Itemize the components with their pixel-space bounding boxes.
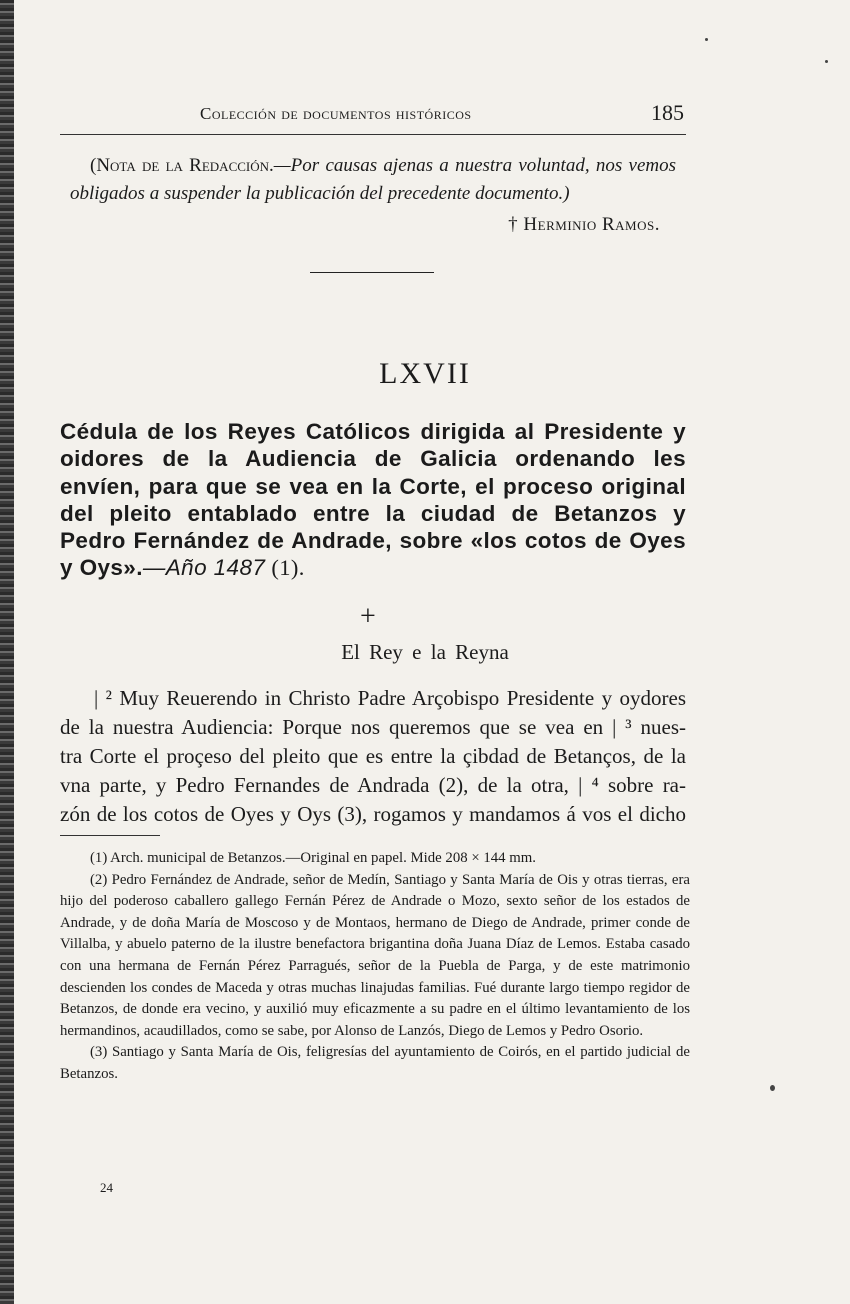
- footnote-2: (2) Pedro Fernández de Andrade, señor de Medín, Santiago y Santa María de Ois y otras tierras, era hijo del poderoso caballero gallego Fernán Pérez de Andrade o Mozo, sexto señor de los estados de Andrade, y de doña María de Moscoso y de Montaos, hermano de Diego de Andrade, primer conde de Villalba, y abuelo paterno de la ilustre benefactora brigantina doña Juana Díaz de Lemos. Estaba casado con una hermana de Fernán Pérez Parragués, señor de la Puebla de Parga, y de este matrimonio descienden los condes de Maceda y otras muchas linajudas familias. Fué durante largo tiempo regidor de Betanzos, de donde era vecino, y auxilió muy eficazmente a su padre en el último levantamiento de los hermandinos, acaudillados, como se sabe, por Alonso de Lanzós, Diego de Lemos y Pedro Osorio.: [60, 871, 690, 1039]
- page-number: 185: [651, 100, 684, 125]
- document-title-text: Cédula de los Reyes Católicos dirigida al Presidente y oidores de la Audiencia de Galicia ordenando les envíen, para que se vea en la Corte, el proceso original del pleito entablado entre la ciudad de Betanzos y Pedro Fernández de Andrade, sobre «los cotos de Oyes y Oys».: [60, 419, 686, 581]
- body-line: | ² Muy Reuerendo in Christo Padre Arçobispo Presidente y oydores: [94, 686, 686, 710]
- document-title: [60, 418, 686, 582]
- page-header: [60, 100, 686, 135]
- signature: † Herminio Ramos.: [508, 214, 660, 235]
- body-line: de la nuestra Audiencia: Porque nos queremos que se vea en | ³ nues-: [60, 715, 686, 739]
- document-date: —Año 1487: [142, 555, 266, 581]
- document-footnote-ref: (1).: [265, 555, 305, 581]
- footnote-1: (1) Arch. municipal de Betanzos.—Original en papel. Mide 208 × 144 mm.: [90, 850, 536, 866]
- document-number: LXVII: [379, 357, 471, 390]
- document-body: [60, 684, 686, 829]
- body-line: zón de los cotos de Oyes y Oys (3), rogamos y mandamos á vos el dicho: [60, 802, 686, 826]
- footnote-divider: [60, 835, 160, 836]
- salutation: El Rey e la Reyna: [341, 640, 509, 664]
- ink-speck: [770, 1085, 775, 1091]
- cross-symbol: +: [360, 601, 376, 632]
- editorial-note-lead: (Nota de la Redacción.: [90, 155, 274, 176]
- section-divider: [310, 272, 434, 273]
- ink-speck: [825, 60, 828, 63]
- footnote-3: (3) Santiago y Santa María de Ois, feligresías del ayuntamiento de Coirós, en el partido judicial de Betanzos.: [60, 1044, 690, 1082]
- ink-speck: [705, 38, 708, 41]
- body-line: vna parte, y Pedro Fernandes de Andrada (2), de la otra, | ⁴ sobre ra-: [60, 773, 686, 797]
- footnotes: [60, 848, 690, 1086]
- signature-mark: 24: [100, 1180, 113, 1195]
- body-line: tra Corte el proçeso del pleito que es entre la çibdad de Betanços, de la: [60, 744, 686, 768]
- editorial-note-body: —Por causas ajenas a nuestra voluntad, nos vemos obligados a suspender la publicación del precedente documento.): [70, 155, 676, 204]
- editorial-note: [70, 152, 676, 208]
- running-title: Colección de documentos históricos: [200, 104, 472, 123]
